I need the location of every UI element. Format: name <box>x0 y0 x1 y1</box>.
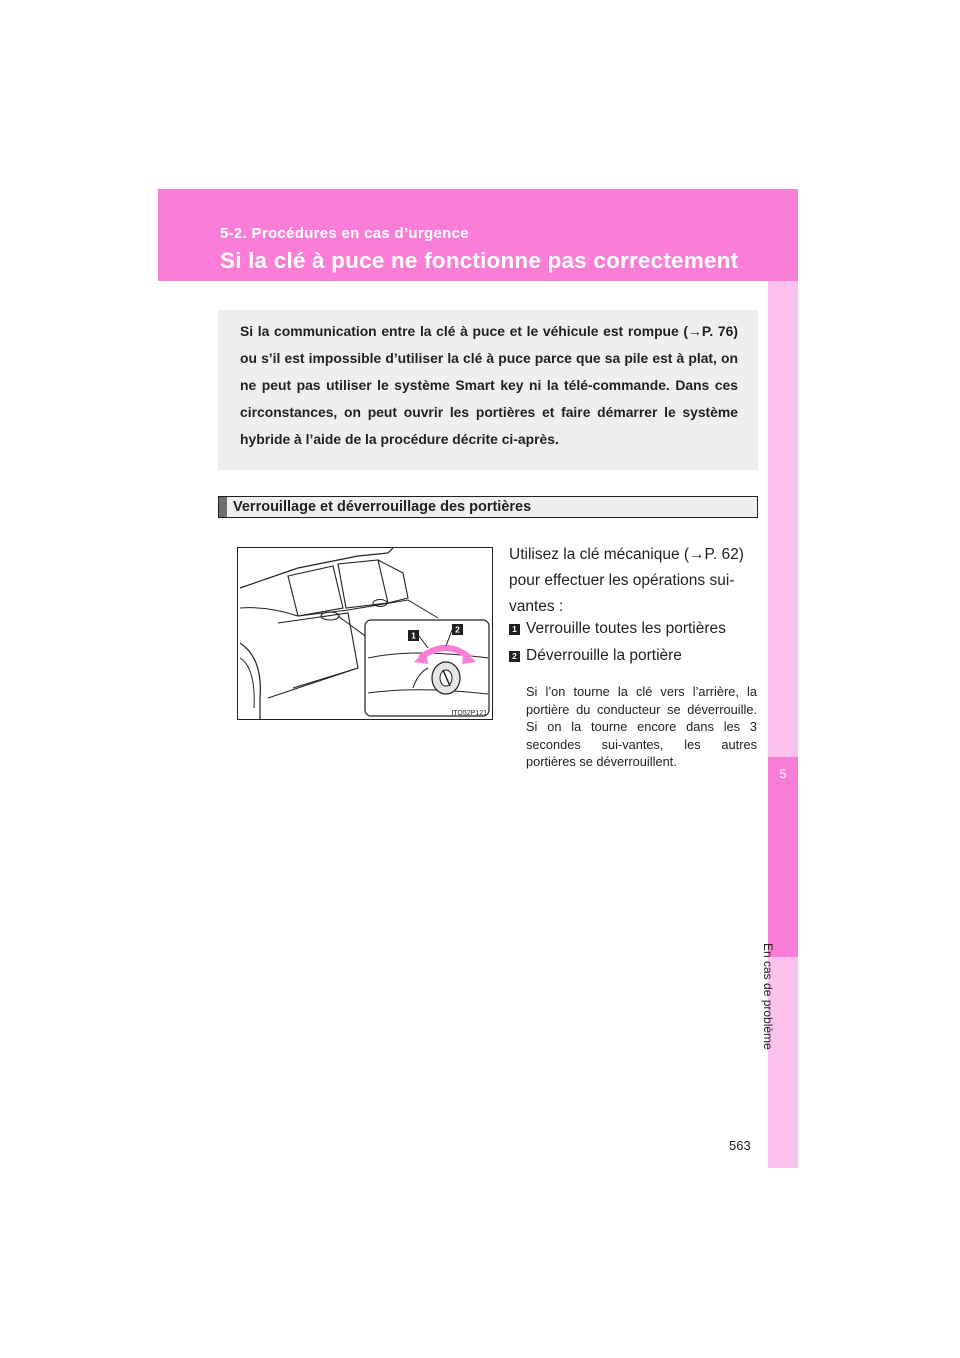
page-number: 563 <box>729 1138 751 1153</box>
page-title: Si la clé à puce ne fonctionne pas correctement <box>220 248 739 273</box>
subsection-title: Verrouillage et déverrouillage des portières <box>233 499 532 515</box>
illustration-code: ITO52P121 <box>451 710 487 717</box>
callout-2: 2 <box>455 624 460 635</box>
callout-1: 1 <box>411 630 416 641</box>
step-1 <box>509 620 726 638</box>
subsection-header-bar <box>219 497 227 517</box>
car-door-drawing <box>238 548 492 719</box>
step-2 <box>509 647 682 665</box>
door-lock-illustration <box>237 547 493 720</box>
intro-text: Si la communication entre la clé à puce et le véhicule est rompue (→P. 76) ou s’il est impossible d’utiliser la clé à puce parce que sa pile est à plat, on ne peut pas utiliser le système Smart key ni la télé-commande. Dans ces circonstances, on peut ouvrir les portières et faire démarrer le système hybride à l’aide de la procédure décrite ci-après. <box>240 323 738 447</box>
step-badge-2: 2 <box>509 651 520 662</box>
step-badge-1: 1 <box>509 624 520 635</box>
chapter-label: En cas de problème <box>761 943 775 1050</box>
chapter-tab-active[interactable] <box>768 757 798 957</box>
step-2-label: Déverrouille la portière <box>526 647 682 664</box>
section-label: 5-2. Procédures en cas d’urgence <box>220 225 469 242</box>
subsection-header <box>218 496 758 518</box>
instruction-text: Utilisez la clé mécanique (→P. 62) pour effectuer les opérations sui-vantes : <box>509 546 744 615</box>
note-text: Si l’on tourne la clé vers l’arrière, la portière du conducteur se déverrouille. Si on la tourne encore dans les 3 secondes sui-vantes, les autres portières se déverrouillent. <box>526 684 757 770</box>
chapter-number: 5 <box>779 767 787 781</box>
step-1-label: Verrouille toutes les portières <box>526 620 726 637</box>
